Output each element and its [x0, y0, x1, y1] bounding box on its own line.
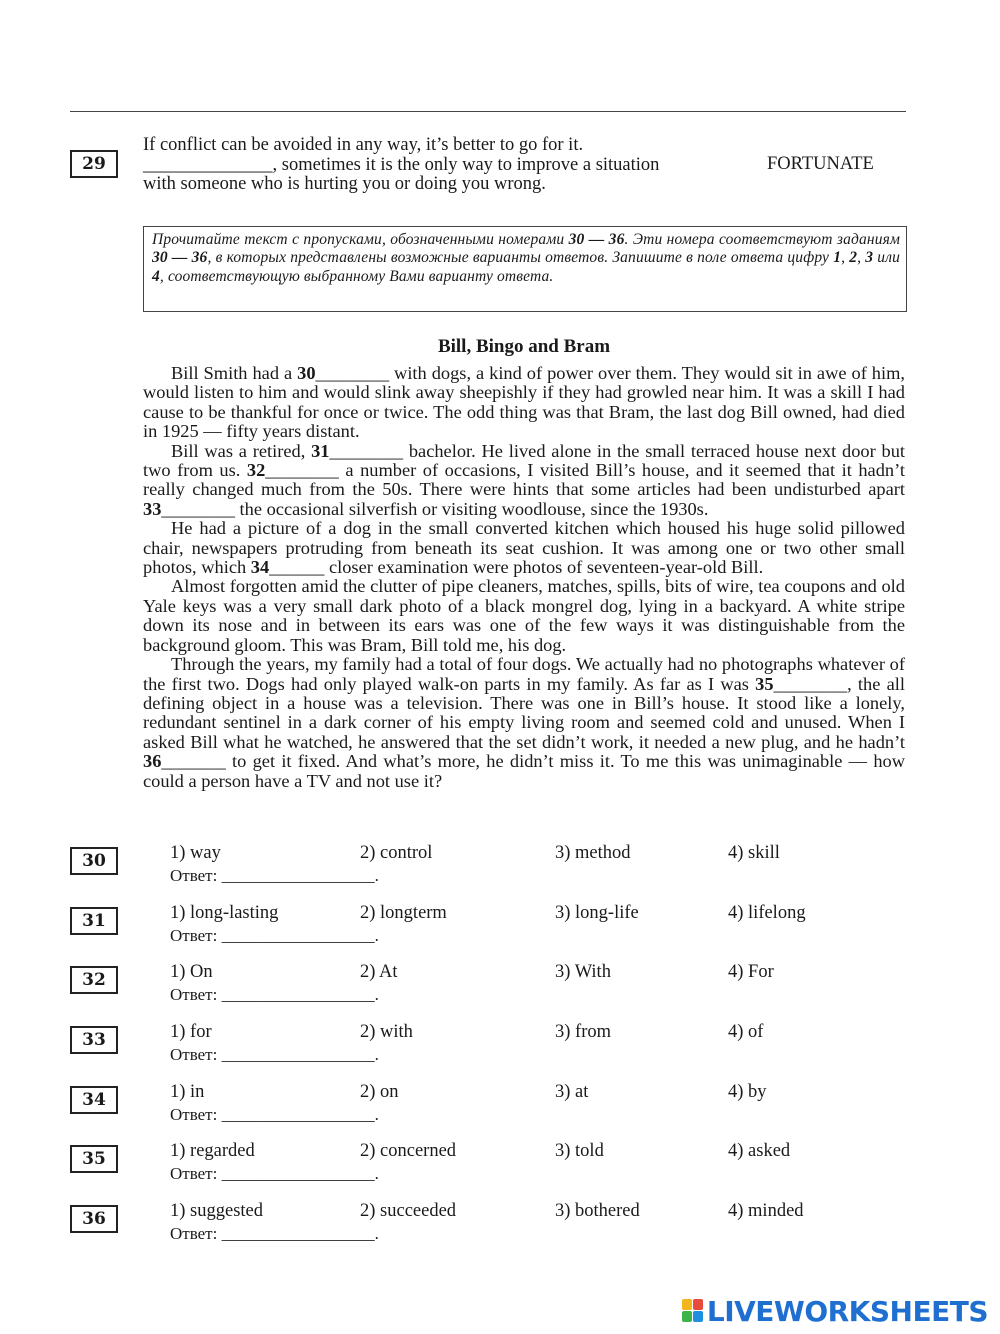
instructions-text: , — [857, 249, 866, 267]
question-number: 34 — [70, 1086, 118, 1114]
answer-field[interactable] — [170, 985, 379, 1005]
question-row — [0, 1022, 1000, 1074]
question-number: 32 — [70, 966, 118, 994]
instructions-text: , соответствующую выбранному Вами варианту ответа. — [159, 267, 554, 285]
question-29-keyword: FORTUNATE — [767, 154, 874, 174]
option-1[interactable]: 1) regarded — [170, 1141, 255, 1161]
story-text-run: ________ a number of occasions, I visited Bill’s house, and it seemed that it hadn’t really changed much from the 50s. There were hints that some articles had been undisturbed apart — [143, 460, 906, 500]
answer-blank[interactable]: __________________. — [221, 926, 379, 945]
story-text-run: He had a picture of a dog in the small converted kitchen which housed his huge solid pillowed chair, newspapers protruding from beneath its seat cushion. It was among one or two other small photos, which — [143, 518, 905, 578]
option-4[interactable]: 4) For — [728, 962, 774, 982]
story-text — [143, 364, 905, 791]
story-paragraph-3 — [143, 519, 905, 577]
story-text-run: ______ closer examination were photos of seventeen-year-old Bill. — [269, 557, 764, 578]
story-text-run: ________, the all defining object in a house was a television. There was one in Bill’s house. It stood like a lonely, redundant sentinel in a dark corner of his empty living room and seemed cold and unused. When I asked Bill what he watched, he answered that the set didn’t work, it needed a new plug, and he hadn’t — [143, 673, 905, 752]
story-text-run: ________ the occasional silverfish or visiting woodlouse, since the 1930s. — [161, 498, 709, 519]
option-1[interactable]: 1) for — [170, 1022, 212, 1042]
gap-34: 34 — [250, 557, 270, 578]
instructions-digit: 4 — [152, 267, 160, 285]
answer-blank[interactable]: __________________. — [221, 1105, 379, 1124]
story-text-run: Through the years, my family had a total of four dogs. We actually had no photographs whatever of the first two. Dogs had only played walk-on parts in my family. As far as I was — [143, 654, 905, 694]
instructions-text: . Эти номера соответствуют заданиям — [624, 231, 900, 248]
story-text-run: ________ with dogs, a kind of power over them. They would sit in awe of him, would listen to him and would slink away sheepishly if they had growled near him. It was a skill I had cause to be thankful for once or twice. The odd thing was that Bram, the last dog Bill owned, had died in 1925 — fifty years distant. — [143, 363, 905, 442]
option-4[interactable]: 4) asked — [728, 1141, 791, 1161]
answer-field[interactable] — [170, 1224, 379, 1244]
story-text-run: Bill was a retired, — [171, 440, 312, 461]
question-number: 30 — [70, 847, 118, 875]
answer-label: Ответ: — [170, 1224, 218, 1243]
answer-label: Ответ: — [170, 926, 218, 945]
option-2[interactable]: 2) At — [360, 962, 398, 982]
answer-blank[interactable]: __________________. — [221, 1045, 379, 1064]
question-29-line-2: ______________, sometimes it is the only way to improve a situation — [143, 154, 660, 175]
instructions-digit: 1 — [833, 249, 842, 267]
answer-field[interactable] — [170, 866, 379, 886]
story-paragraph-4: Almost forgotten amid the clutter of pipe cleaners, matches, spills, bits of wire, tea coupons and old Yale keys was a very small dark photo of a black mongrel dog, lying in a backyard. A white stripe down its nose and in between its ears was one of the few ways it was distinguishable from the background gloom. This was Bram, Bill told me, his dog. — [143, 576, 905, 655]
liveworksheets-logo[interactable] — [682, 1294, 988, 1328]
answer-label: Ответ: — [170, 1105, 218, 1124]
story-text-run: _______ to get it fixed. And what’s more, he didn’t miss it. To me this was unimaginable — how could a person have a TV and not use it? — [143, 751, 905, 791]
answer-blank[interactable]: __________________. — [221, 866, 379, 885]
gap-32: 32 — [246, 460, 266, 481]
story-paragraph-1 — [143, 364, 905, 442]
top-divider — [70, 111, 906, 112]
option-4[interactable]: 4) minded — [728, 1201, 804, 1221]
option-1[interactable]: 1) On — [170, 962, 213, 982]
option-2[interactable]: 2) succeeded — [360, 1201, 457, 1221]
instructions-text: или — [873, 249, 901, 267]
gap-33: 33 — [143, 498, 162, 519]
option-2[interactable]: 2) with — [360, 1022, 413, 1042]
story-paragraph-5 — [143, 655, 905, 791]
option-2[interactable]: 2) control — [360, 843, 433, 863]
question-number: 33 — [70, 1026, 118, 1054]
question-row — [0, 903, 1000, 955]
answer-label: Ответ: — [170, 985, 218, 1004]
option-3[interactable]: 3) bothered — [555, 1201, 640, 1221]
logo-text: LIVEWORKSHEETS — [706, 1294, 988, 1328]
question-row — [0, 843, 1000, 895]
question-29-line-1: If conflict can be avoided in any way, it’s better to go for it. — [143, 135, 584, 155]
option-3[interactable]: 3) long-life — [555, 903, 639, 923]
question-row — [0, 1141, 1000, 1193]
option-4[interactable]: 4) skill — [728, 843, 780, 863]
question-number: 36 — [70, 1205, 118, 1233]
option-1[interactable]: 1) suggested — [170, 1201, 263, 1221]
answer-field[interactable] — [170, 1164, 379, 1184]
logo-icon — [682, 1299, 704, 1323]
answer-label: Ответ: — [170, 866, 218, 885]
story-text-run: ________ bachelor. He lived alone in the small terraced house next door but two from us. — [143, 440, 905, 481]
option-3[interactable]: 3) at — [555, 1082, 589, 1102]
instructions-text: , — [841, 249, 850, 267]
instructions-range: 30 — 36 — [568, 231, 625, 248]
instructions-digit: 2 — [849, 249, 858, 267]
question-row — [0, 1082, 1000, 1134]
question-number: 35 — [70, 1145, 118, 1173]
option-3[interactable]: 3) method — [555, 843, 631, 863]
question-row — [0, 1201, 1000, 1253]
question-29-text — [143, 136, 743, 195]
answer-blank[interactable]: __________________. — [221, 1224, 379, 1243]
answer-label: Ответ: — [170, 1045, 218, 1064]
question-row — [0, 962, 1000, 1014]
answer-field[interactable] — [170, 926, 379, 946]
option-1[interactable]: 1) way — [170, 843, 221, 863]
option-4[interactable]: 4) by — [728, 1082, 767, 1102]
gap-31: 31 — [311, 440, 330, 461]
option-2[interactable]: 2) on — [360, 1082, 399, 1102]
question-29-line-3: with someone who is hurting you or doing you wrong. — [143, 174, 546, 194]
question-29-number: 29 — [70, 150, 118, 178]
gap-30: 30 — [297, 363, 316, 383]
story-paragraph-2 — [143, 442, 905, 520]
instructions-digit: 3 — [865, 249, 874, 267]
option-3[interactable]: 3) With — [555, 962, 611, 982]
answer-field[interactable] — [170, 1045, 379, 1065]
option-1[interactable]: 1) in — [170, 1082, 205, 1102]
option-2[interactable]: 2) longterm — [360, 903, 447, 923]
gap-36: 36 — [143, 751, 162, 772]
story-text-run: Bill Smith had a — [171, 363, 298, 383]
question-number: 31 — [70, 907, 118, 935]
answer-field[interactable] — [170, 1105, 379, 1125]
option-3[interactable]: 3) from — [555, 1022, 611, 1042]
option-2[interactable]: 2) concerned — [360, 1141, 457, 1161]
option-1[interactable]: 1) long-lasting — [170, 903, 279, 923]
answer-label: Ответ: — [170, 1164, 218, 1183]
gap-35: 35 — [755, 673, 774, 694]
instructions-text: Прочитайте текст с пропусками, обозначенными номерами — [152, 231, 569, 248]
instructions-range: 30 — 36 — [152, 249, 208, 267]
option-4[interactable]: 4) lifelong — [728, 903, 806, 923]
option-3[interactable]: 3) told — [555, 1141, 604, 1161]
instructions-box — [143, 226, 907, 312]
answer-blank[interactable]: __________________. — [221, 985, 379, 1004]
option-4[interactable]: 4) of — [728, 1022, 764, 1042]
story-title: Bill, Bingo and Bram — [437, 336, 611, 357]
instructions-text: , в которых представлены возможные варианты ответов. Запишите в поле ответа цифру — [207, 249, 834, 267]
answer-blank[interactable]: __________________. — [221, 1164, 379, 1183]
